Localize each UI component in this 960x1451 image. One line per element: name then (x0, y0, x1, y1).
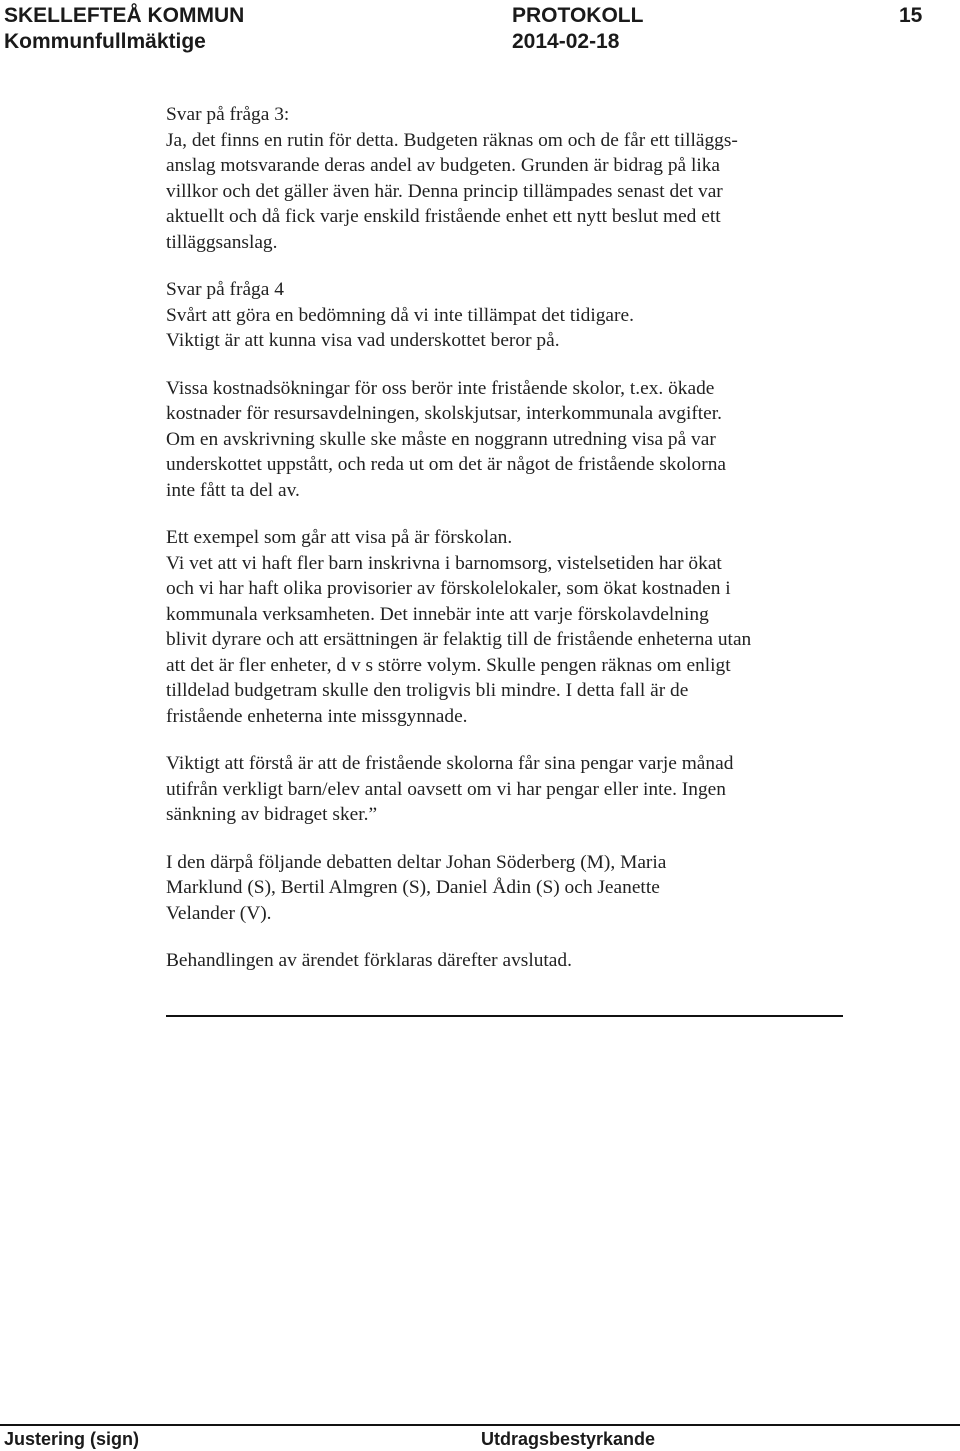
text-line: underskottet uppstått, och reda ut om det är något de fristående skolorna (166, 454, 727, 475)
answer-question-4 (166, 277, 856, 354)
text-line: anslag motsvarande deras andel av budgeten. Grunden är bidrag på lika (166, 155, 721, 176)
text-line: Velander (V). (166, 902, 272, 924)
section-end-rule (166, 1015, 843, 1017)
text-line: Ja, det finns en rutin för detta. Budgeten räknas om och de får ett tilläggs- (166, 129, 738, 151)
text-line: tilldelad budgetram skulle den troligvis bli mindre. I detta fall är de (166, 680, 689, 701)
text-line: inte fått ta del av. (166, 479, 300, 501)
debate-participants-paragraph (166, 850, 856, 927)
text-line: villkor och det gäller även här. Denna princip tillämpades senast det var (166, 180, 723, 202)
text-line: och vi har haft olika provisorier av förskolelokaler, som ökat kostnaden i (166, 578, 731, 599)
text-line: fristående enheterna inte missgynnade. (166, 705, 468, 727)
page-number: 15 (899, 4, 923, 27)
municipality-name: SKELLEFTEÅ KOMMUN (4, 4, 245, 27)
text-line: sänkning av bidraget sker.” (166, 804, 378, 825)
text-line: Svårt att göra en bedömning då vi inte tillämpat det tidigare. (166, 304, 634, 326)
text-line: Viktigt är att kunna visa vad underskottet beror på. (166, 330, 560, 351)
text-line: I den därpå följande debatten deltar Johan Söderberg (M), Maria (166, 851, 667, 873)
minutes-body (166, 102, 856, 974)
text-line: Vi vet att vi haft fler barn inskrivna i barnomsorg, vistelsetiden har ökat (166, 552, 722, 574)
text-line: tilläggsanslag. (166, 231, 278, 253)
answer-question-3 (166, 102, 856, 255)
document-type: PROTOKOLL (512, 4, 644, 27)
cost-increase-paragraph (166, 376, 856, 504)
text-line: Om en avskrivning skulle ske måste en noggrann utredning visa på var (166, 428, 716, 450)
text-line: utifrån verkligt barn/elev antal oavsett om vi har pengar eller inte. Ingen (166, 778, 726, 800)
text-line: Viktigt att förstå är att de fristående skolorna får sina pengar varje månad (166, 753, 734, 774)
conclusion-paragraph (166, 948, 856, 974)
text-line: Marklund (S), Bertil Almgren (S), Daniel Ådin (S) och Jeanette (166, 877, 660, 898)
extract-certification-label: Utdragsbestyrkande (481, 1429, 656, 1449)
preschool-example-paragraph (166, 525, 856, 729)
text-line: Vissa kostnadsökningar för oss berör inte fristående skolor, t.ex. ökade (166, 377, 715, 399)
monthly-payment-paragraph (166, 751, 856, 828)
text-line: Behandlingen av ärendet förklaras därefter avslutad. (166, 950, 572, 971)
text-line: Svar på fråga 4 (166, 279, 284, 300)
text-line: kostnader för resursavdelningen, skolskjutsar, interkommunala avgifter. (166, 403, 723, 424)
text-line: Ett exempel som går att visa på är förskolan. (166, 527, 513, 548)
signature-label: Justering (sign) (4, 1429, 140, 1449)
text-line: Svar på fråga 3: (166, 104, 290, 125)
text-line: att det är fler enheter, d v s större volym. Skulle pengen räknas om enligt (166, 654, 731, 676)
text-line: aktuellt och då fick varje enskild fristående enhet ett nytt beslut med ett (166, 206, 721, 227)
text-line: blivit dyrare och att ersättningen är felaktig till de fristående enheterna utan (166, 629, 752, 650)
assembly-name: Kommunfullmäktige (4, 30, 206, 53)
meeting-date: 2014-02-18 (512, 30, 620, 53)
text-line: kommunala verksamheten. Det innebär inte att varje förskolavdelning (166, 603, 709, 625)
footer-rule (0, 1424, 960, 1426)
